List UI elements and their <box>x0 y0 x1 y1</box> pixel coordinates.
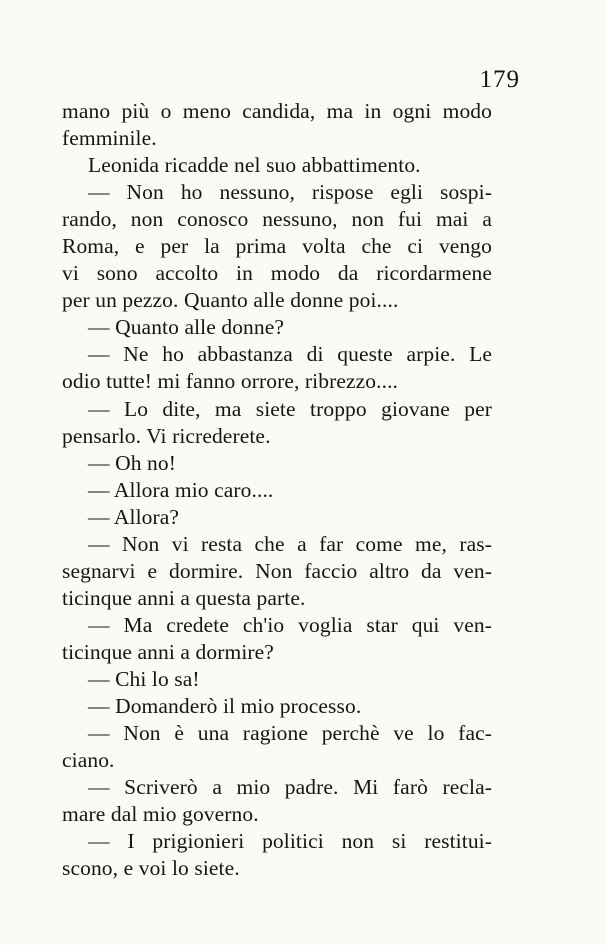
text-line: — Non vi resta che a far come me, ras- <box>88 531 492 556</box>
text-line: per un pezzo. Quanto alle donne poi.... <box>62 288 399 313</box>
text-line: — Scriverò a mio padre. Mi farò recla- <box>88 775 492 800</box>
text-line: — I prigionieri politici non si restitui- <box>88 829 492 854</box>
page-number: 179 <box>479 66 520 93</box>
text-line: — Non ho nessuno, rispose egli sospi- <box>88 180 492 205</box>
text-line: — Lo dite, ma siete troppo giovane per <box>88 396 492 421</box>
text-line: mare dal mio governo. <box>62 802 259 827</box>
body-text <box>62 98 492 882</box>
text-line: — Ne ho abbastanza di queste arpie. Le <box>88 342 492 367</box>
text-line: odio tutte! mi fanno orrore, ribrezzo.... <box>62 369 399 394</box>
text-line: — Non è una ragione perchè ve lo fac- <box>88 721 492 746</box>
text-line: — Ma credete ch'io voglia star qui ven- <box>88 612 492 637</box>
text-line: femminile. <box>62 126 157 151</box>
text-line: — Oh no! <box>88 450 176 475</box>
text-line: segnarvi e dormire. Non faccio altro da ven- <box>62 558 492 583</box>
text-line: — Chi lo sa! <box>88 666 200 691</box>
text-line: — Allora mio caro.... <box>88 477 274 502</box>
text-line: rando, non conosco nessuno, non fui mai a <box>62 207 492 232</box>
text-line: Roma, e per la prima volta che ci vengo <box>62 234 492 259</box>
text-line: vi sono accolto in modo da ricordarmene <box>62 261 492 286</box>
text-line: scono, e voi lo siete. <box>62 856 240 881</box>
text-line: — Domanderò il mio processo. <box>88 694 362 719</box>
text-line: ticinque anni a dormire? <box>62 639 274 664</box>
text-line: mano più o meno candida, ma in ogni modo <box>62 99 492 123</box>
text-line: ciano. <box>62 748 115 773</box>
text-line: Leonida ricadde nel suo abbattimento. <box>88 153 421 178</box>
text-line: — Allora? <box>88 504 180 529</box>
text-line: ticinque anni a questa parte. <box>62 585 306 610</box>
text-line: — Quanto alle donne? <box>88 315 285 340</box>
text-line: pensarlo. Vi ricrederete. <box>62 423 271 448</box>
